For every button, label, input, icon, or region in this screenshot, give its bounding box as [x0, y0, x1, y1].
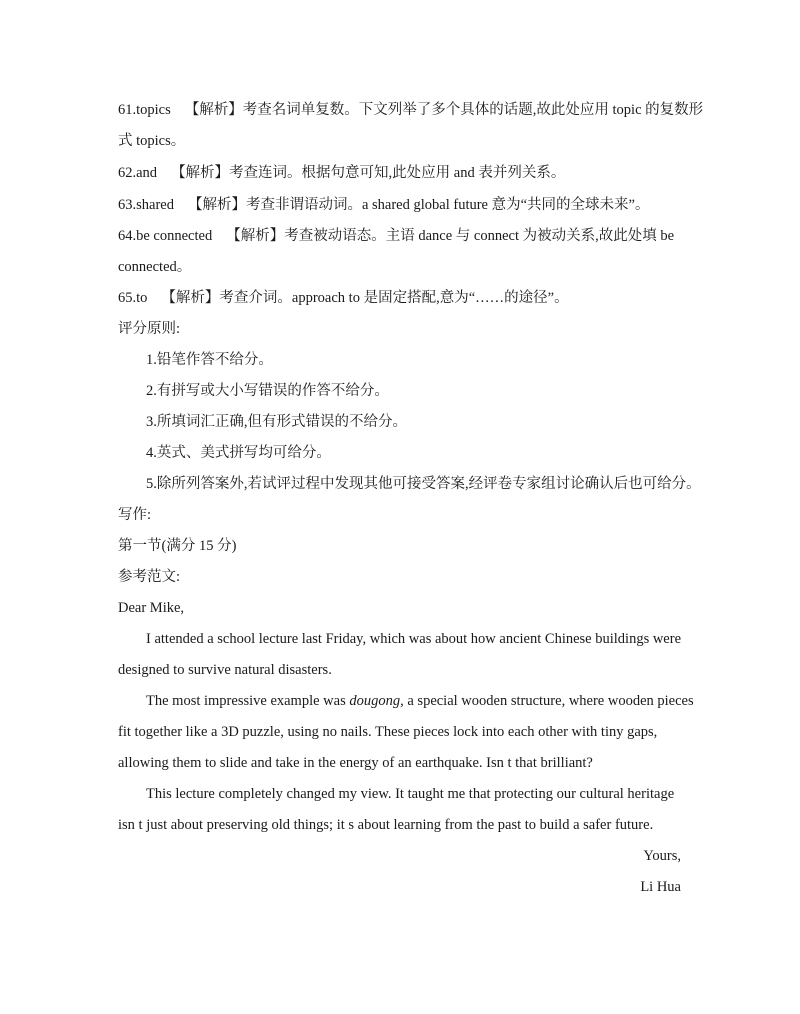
grading-rule: 4.英式、美式拼写均可给分。 — [146, 445, 331, 461]
analysis-tag: 【解析】 — [171, 165, 230, 181]
text-segment: The most impressive example was — [146, 693, 350, 709]
letter-paragraph-2-line-1 — [146, 691, 694, 711]
letter-paragraph-3-line-1: This lecture completely changed my view. It taught me that protecting our cultural heritage — [146, 786, 675, 802]
answer-number: 63.shared — [118, 197, 174, 213]
answer-62 — [118, 163, 565, 183]
answer-number: 65.to — [118, 290, 148, 306]
grading-rule: 2.有拼写或大小写错误的作答不给分。 — [146, 383, 389, 399]
answer-number: 62.and — [118, 165, 158, 181]
writing-heading: 写作: — [118, 507, 152, 523]
letter-paragraph-2-line-2: fit together like a 3D puzzle, using no nails. These pieces lock into each other with tiny gaps, — [118, 724, 658, 740]
letter-paragraph-3-line-2: isn t just about preserving old things; it s about learning from the past to build a safer future. — [118, 817, 654, 833]
answer-63 — [118, 195, 649, 215]
answer-61-continued: 式 topics。 — [118, 133, 186, 149]
analysis-tag: 【解析】 — [226, 228, 285, 244]
analysis-tag: 【解析】 — [187, 197, 246, 213]
letter-paragraph-2-line-3: allowing them to slide and take in the energy of an earthquake. Isn t that brilliant? — [118, 755, 593, 771]
analysis-text: 考查非谓语动词。a shared global future 意为“共同的全球未来”。 — [245, 197, 650, 213]
analysis-text: 考查名词单复数。下文列举了多个具体的话题,故此处应用 topic 的复数形 — [242, 102, 704, 118]
grading-rule: 5.除所列答案外,若试评过程中发现其他可接受答案,经评卷专家组讨论确认后也可给分。 — [146, 476, 701, 492]
sample-label: 参考范文: — [118, 569, 181, 585]
term-dougong: dougong — [349, 693, 401, 709]
analysis-text: 考查连词。根据句意可知,此处应用 and 表并列关系。 — [229, 165, 566, 181]
answer-61 — [118, 100, 703, 120]
grading-rule: 1.铅笔作答不给分。 — [146, 352, 273, 368]
letter-closing: Yours, — [643, 848, 681, 864]
analysis-text: 考查被动语态。主语 dance 与 connect 为被动关系,故此处填 be — [284, 228, 675, 244]
answer-64-continued: connected。 — [118, 259, 192, 275]
answer-number: 64.be connected — [118, 228, 213, 244]
letter-paragraph-1-line-1: I attended a school lecture last Friday, which was about how ancient Chinese buildings were — [146, 631, 682, 647]
answer-65 — [118, 288, 569, 308]
letter-paragraph-1-line-2: designed to survive natural disasters. — [118, 662, 332, 678]
answer-64 — [118, 226, 674, 246]
answer-number: 61.topics — [118, 102, 171, 118]
text-segment: , a special wooden structure, where wooden pieces — [400, 693, 694, 709]
analysis-tag: 【解析】 — [184, 102, 243, 118]
section-heading: 第一节(满分 15 分) — [118, 538, 237, 554]
letter-signature: Li Hua — [640, 879, 681, 895]
letter-salutation: Dear Mike, — [118, 600, 185, 616]
analysis-tag: 【解析】 — [161, 290, 220, 306]
analysis-text: 考查介词。approach to 是固定搭配,意为“……的途径”。 — [219, 290, 569, 306]
grading-title: 评分原则: — [118, 321, 181, 337]
grading-rule: 3.所填词汇正确,但有形式错误的不给分。 — [146, 414, 407, 430]
